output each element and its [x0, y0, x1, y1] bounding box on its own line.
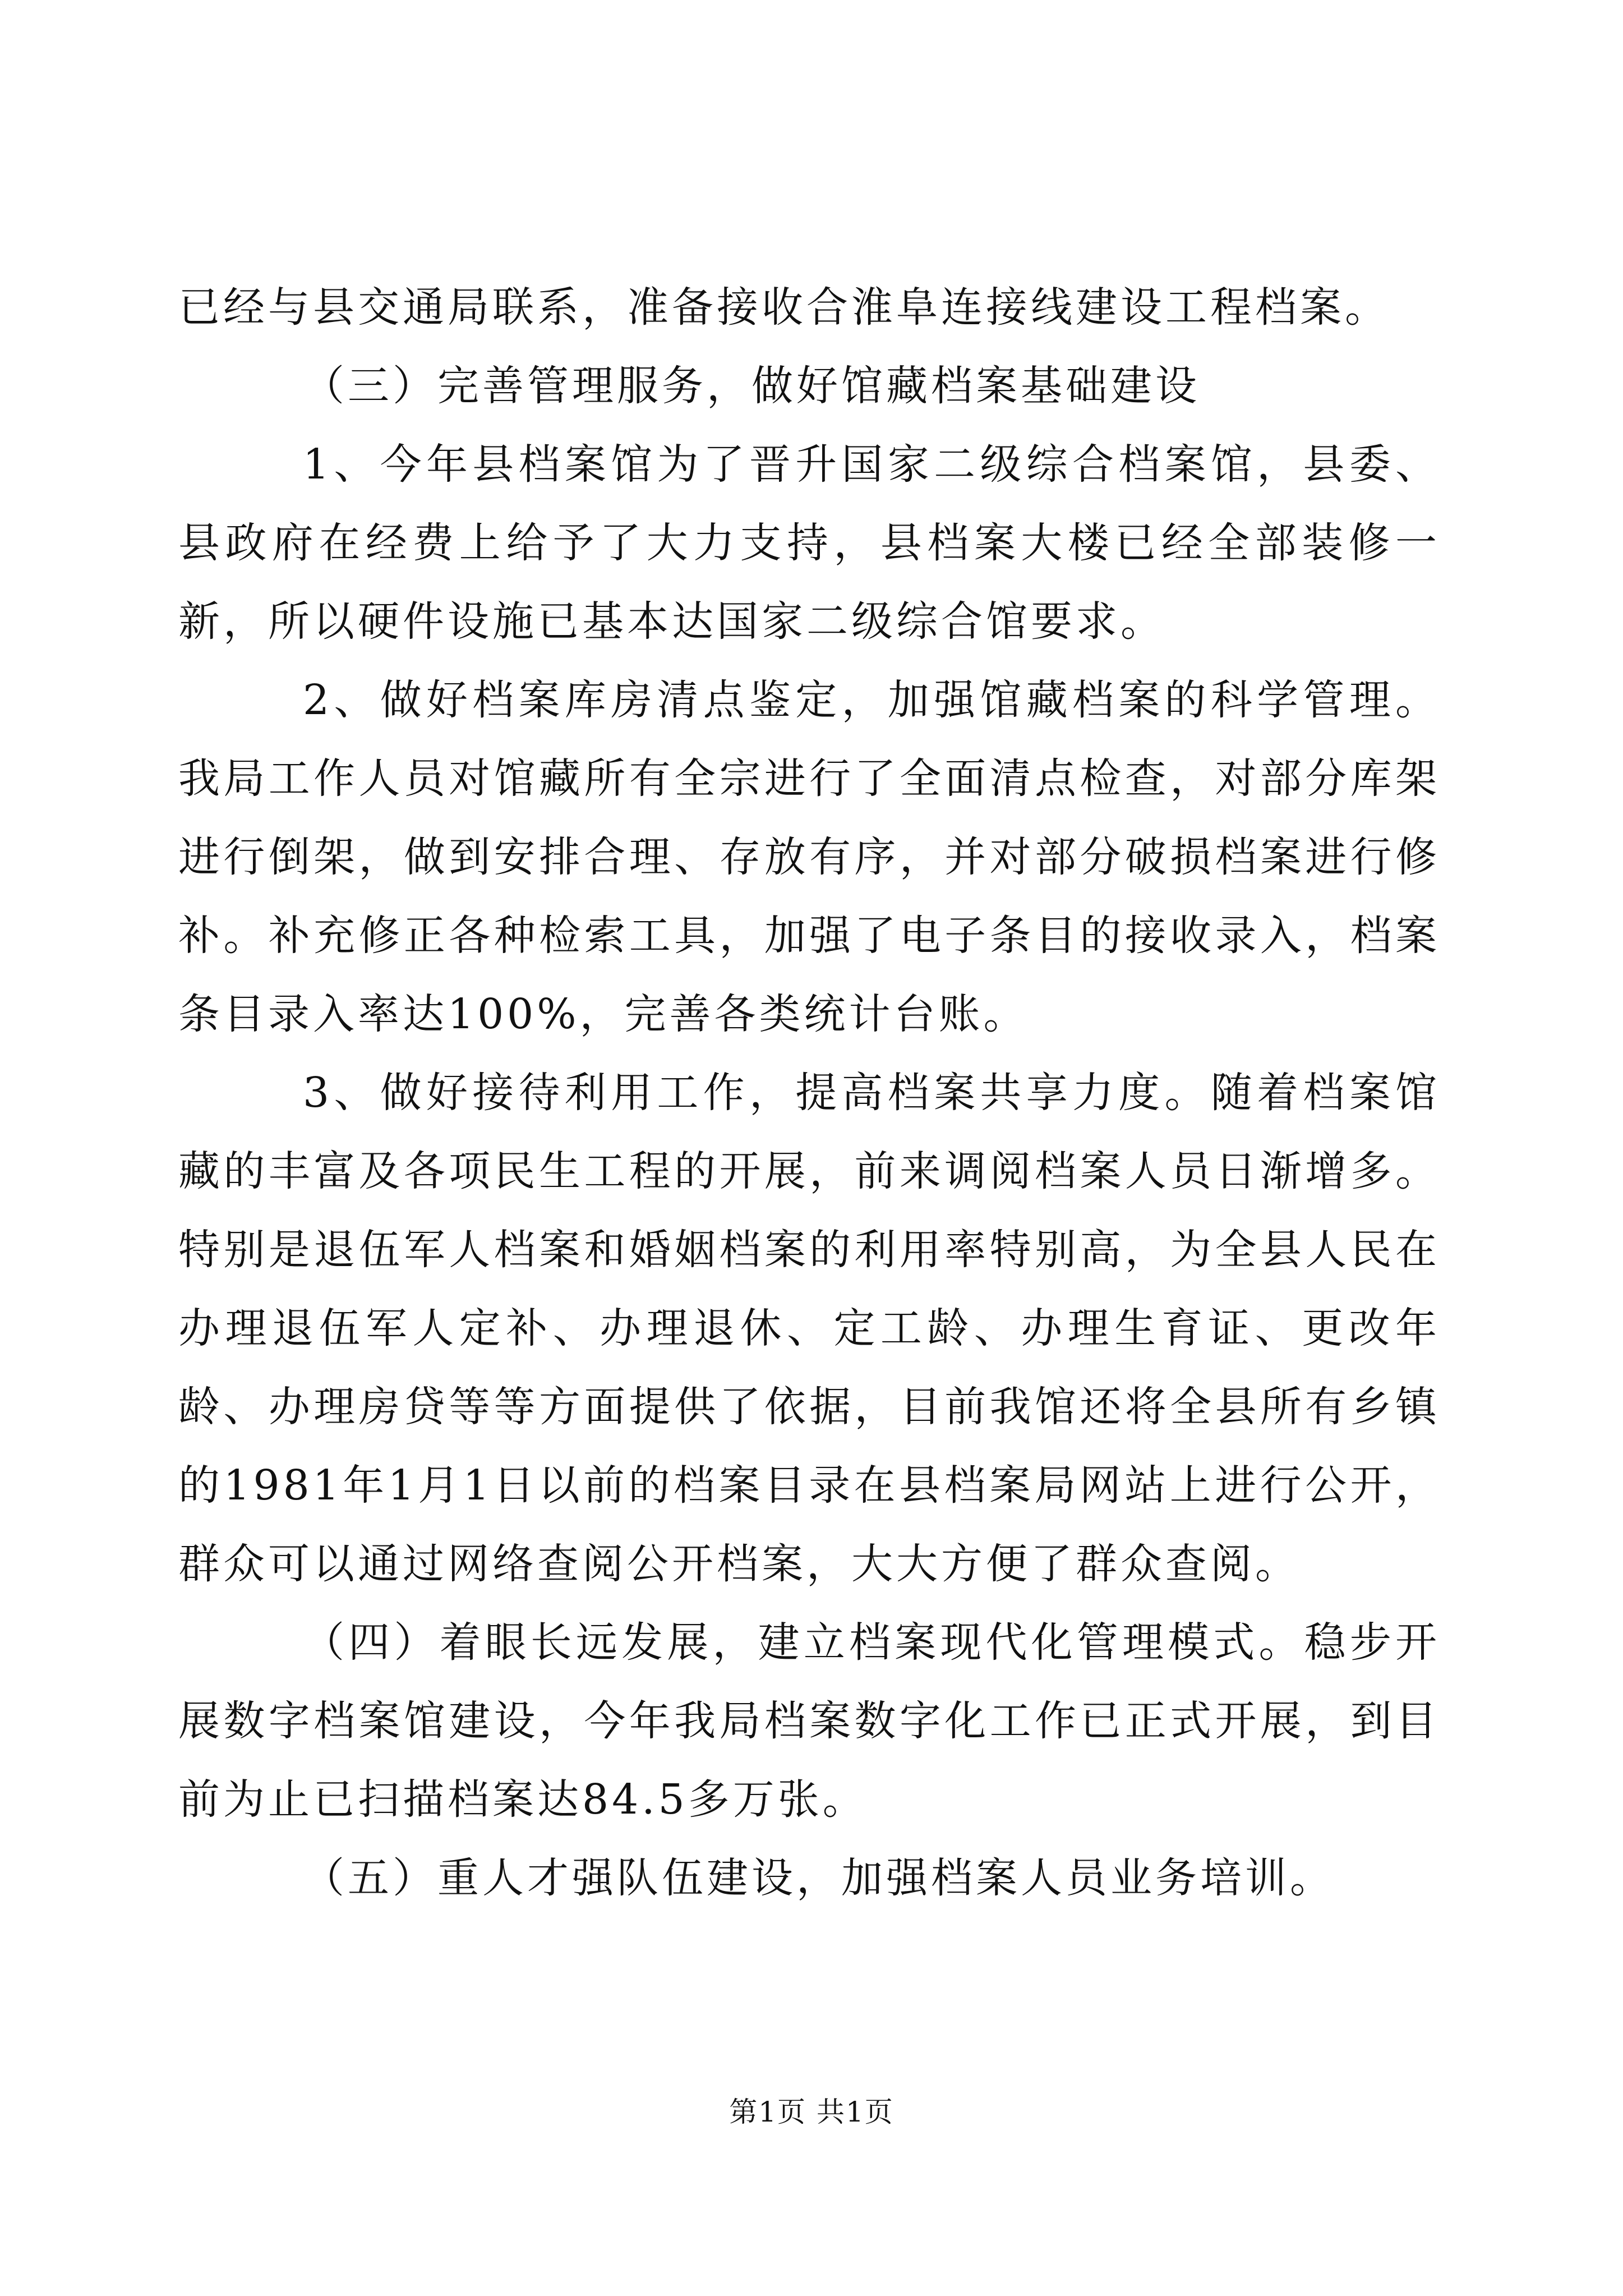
section-paragraph-4: （四）着眼长远发展，建立档案现代化管理模式。稳步开展数字档案馆建设，今年我局档案数字化工作已正式开展，到目前为止已扫描档案达84.5多万张。	[178, 1618, 1440, 1824]
paragraph-continuation: 已经与县交通局联系，准备接收合淮阜连接线建设工程档案。	[178, 283, 1390, 332]
section-heading-3: （三）完善管理服务，做好馆藏档案基础建设	[303, 362, 1200, 410]
paragraph-item-3: 3、做好接待利用工作，提高档案共享力度。随着档案馆藏的丰富及各项民生工程的开展，前来调阅档案人员日渐增多。特别是退伍军人档案和婚姻档案的利用率特别高，为全县人民在办理退伍军人定补、办理退休、定工龄、办理生育证、更改年龄、办理房贷等等方面提供了依据，目前我馆还将全县所有乡镇的1981年1月1日以前的档案目录在县档案局网站上进行公开，群众可以通过网络查阅公开档案，大大方便了群众查阅。	[178, 1069, 1440, 1588]
paragraph-item-1: 1、今年县档案馆为了晋升国家二级综合档案馆，县委、县政府在经费上给予了大力支持，县档案大楼已经全部装修一新，所以硬件设施已基本达国家二级综合馆要求。	[178, 440, 1440, 646]
paragraph-item-2: 2、做好档案库房清点鉴定，加强馆藏档案的科学管理。我局工作人员对馆藏所有全宗进行了全面清点检查，对部分库架进行倒架，做到安排合理、存放有序，并对部分破损档案进行修补。补充修正各种检索工具，加强了电子条目的接收录入，档案条目录入率达100%，完善各类统计台账。	[178, 676, 1440, 1038]
document-body	[178, 268, 1440, 1917]
section-heading-5: （五）重人才强队伍建设，加强档案人员业务培训。	[303, 1854, 1335, 1902]
page-footer: 第1页 共1页	[729, 2096, 894, 2128]
